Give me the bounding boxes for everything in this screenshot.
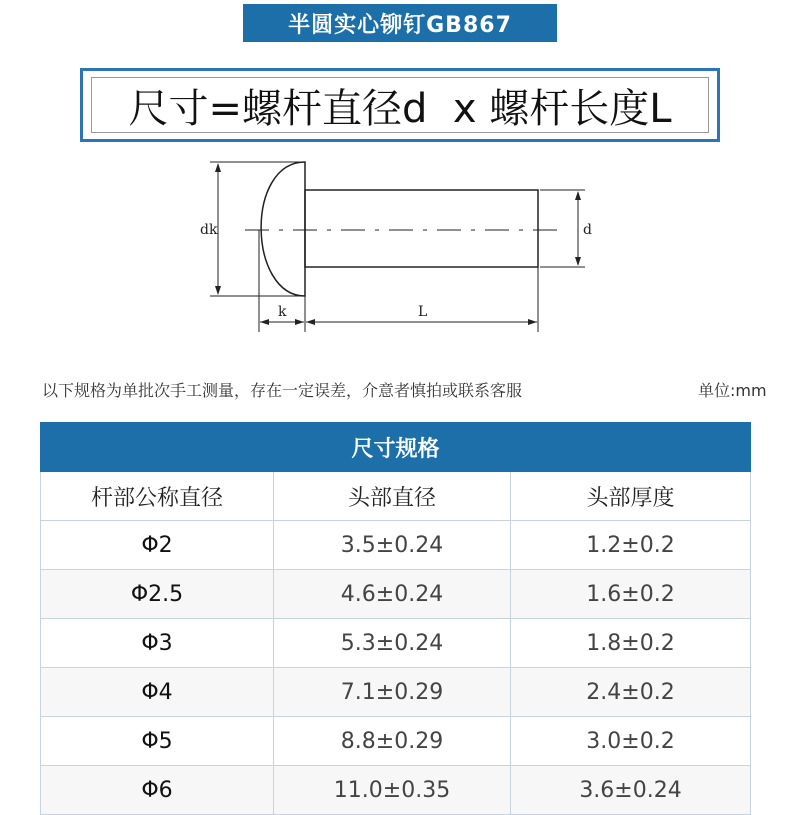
formula-text: 尺寸=螺杆直径d x 螺杆长度L bbox=[91, 77, 709, 133]
table-row bbox=[41, 570, 751, 619]
size-cell: Φ2.5 bbox=[41, 570, 274, 619]
formula-box bbox=[80, 68, 720, 142]
unit-label: 单位:mm bbox=[698, 381, 767, 400]
head-thickness-cell: 1.8±0.2 bbox=[511, 619, 751, 668]
head-diameter-cell: 5.3±0.24 bbox=[274, 619, 511, 668]
size-cell: Φ2 bbox=[41, 521, 274, 570]
head-thickness-cell: 3.6±0.24 bbox=[511, 766, 751, 815]
head-diameter-cell: 7.1±0.29 bbox=[274, 668, 511, 717]
head-thickness-cell: 3.0±0.2 bbox=[511, 717, 751, 766]
col-header-head-thickness: 头部厚度 bbox=[511, 472, 751, 521]
label-dk: dk bbox=[200, 222, 218, 238]
size-cell: Φ5 bbox=[41, 717, 274, 766]
rivet-shank bbox=[305, 190, 538, 267]
table-title: 尺寸规格 bbox=[41, 423, 751, 472]
table-row bbox=[41, 766, 751, 815]
table-row bbox=[41, 717, 751, 766]
size-cell: Φ3 bbox=[41, 619, 274, 668]
page-title: 半圆实心铆钉GB867 bbox=[243, 4, 557, 42]
head-thickness-cell: 1.2±0.2 bbox=[511, 521, 751, 570]
head-thickness-cell: 2.4±0.2 bbox=[511, 668, 751, 717]
label-k: k bbox=[278, 304, 287, 320]
spec-table bbox=[40, 422, 751, 815]
table-row bbox=[41, 619, 751, 668]
head-diameter-cell: 3.5±0.24 bbox=[274, 521, 511, 570]
table-row bbox=[41, 668, 751, 717]
head-thickness-cell: 1.6±0.2 bbox=[511, 570, 751, 619]
head-diameter-cell: 11.0±0.35 bbox=[274, 766, 511, 815]
label-d: d bbox=[583, 222, 592, 238]
head-diameter-cell: 4.6±0.24 bbox=[274, 570, 511, 619]
head-diameter-cell: 8.8±0.29 bbox=[274, 717, 511, 766]
label-L: L bbox=[418, 304, 428, 320]
col-header-shank-diameter: 杆部公称直径 bbox=[41, 472, 274, 521]
table-row bbox=[41, 521, 751, 570]
measurement-note: 以下规格为单批次手工测量，存在一定误差，介意者慎拍或联系客服 bbox=[42, 381, 523, 400]
col-header-head-diameter: 头部直径 bbox=[274, 472, 511, 521]
size-cell: Φ4 bbox=[41, 668, 274, 717]
rivet-diagram bbox=[190, 150, 610, 345]
size-cell: Φ6 bbox=[41, 766, 274, 815]
rivet-head bbox=[261, 162, 305, 296]
